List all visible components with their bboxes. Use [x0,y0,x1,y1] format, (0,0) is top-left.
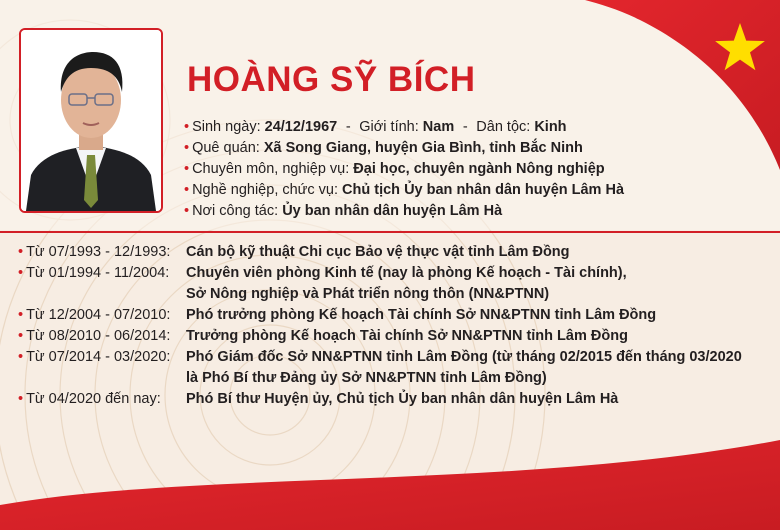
gender-label: Giới tính: [359,119,419,135]
birth-label: Sinh ngày: [192,119,261,135]
career-entry [18,347,742,389]
career-period: • Từ 01/1994 - 11/2004: [18,265,170,281]
career-entry [18,305,657,326]
career-entry [18,242,636,263]
birth-value: 24/12/1967 [264,119,338,135]
career-entry [18,389,636,410]
ethnic-value: Kinh [534,119,567,135]
hometown-value: Xã Song Giang, huyện Gia Bình, tỉnh Bắc Ninh [263,140,583,156]
profile-info [184,117,624,222]
separator: - [462,119,468,135]
career-description: Phó trưởng phòng Kế hoạch Tài chính Sở NN&PTNN tỉnh Lâm Đồng [186,307,657,323]
career-description: Chuyên viên phòng Kinh tế (nay là phòng Kế hoạch - Tài chính), Sở Nông nghiệp và Phát triển nông thôn (NN&PTNN) [186,265,627,302]
bullet-icon: • [18,265,24,281]
separator: - [345,119,351,135]
career-period: • Từ 07/1993 - 12/1993: [18,244,171,260]
bullet-icon: • [18,391,24,407]
ethnic-label: Dân tộc: [476,119,531,135]
bullet-icon: • [184,182,190,198]
workplace-row [184,201,624,222]
career-period: • Từ 04/2020 đến nay: [18,391,161,407]
portrait-photo [19,28,163,213]
expertise-row [184,159,624,180]
career-description: Phó Giám đốc Sở NN&PTNN tỉnh Lâm Đồng (từ tháng 02/2015 đến tháng 03/2020 là Phó Bí thư Đảng ủy Sở NN&PTNN tỉnh Lâm Đồng) [186,349,742,386]
bullet-icon: • [184,161,190,177]
position-row [184,180,624,201]
career-period: • Từ 12/2004 - 07/2010: [18,307,171,323]
workplace-label: Nơi công tác: [192,203,279,219]
career-timeline [18,242,742,410]
career-entry [18,326,636,347]
position-value: Chủ tịch Ủy ban nhân dân huyện Lâm Hà [342,182,625,198]
career-period: • Từ 07/2014 - 03/2020: [18,349,171,365]
expertise-value: Đại học, chuyên ngành Nông nghiệp [353,161,605,177]
hometown-label: Quê quán: [192,140,260,156]
star-icon [714,22,766,72]
person-name: HOÀNG SỸ BÍCH [187,60,476,99]
workplace-value: Ủy ban nhân dân huyện Lâm Hà [282,203,503,219]
hometown-row [184,138,624,159]
gender-value: Nam [422,119,455,135]
bullet-icon: • [184,119,190,135]
position-label: Nghề nghiệp, chức vụ: [192,182,339,198]
bullet-icon: • [18,349,24,365]
bullet-icon: • [18,328,24,344]
expertise-label: Chuyên môn, nghiệp vụ: [192,161,350,177]
career-period: • Từ 08/2010 - 06/2014: [18,328,171,344]
birth-row [184,117,624,138]
bullet-icon: • [18,307,24,323]
career-description: Phó Bí thư Huyện ủy, Chủ tịch Ủy ban nhân dân huyện Lâm Hà [186,391,619,407]
bullet-icon: • [18,244,24,260]
bullet-icon: • [184,140,190,156]
bullet-icon: • [184,203,190,219]
career-entry [18,263,636,305]
career-description: Cán bộ kỹ thuật Chi cục Bảo vệ thực vật tỉnh Lâm Đồng [186,244,570,260]
career-description: Trưởng phòng Kế hoạch Tài chính Sở NN&PTNN tỉnh Lâm Đồng [186,328,628,344]
